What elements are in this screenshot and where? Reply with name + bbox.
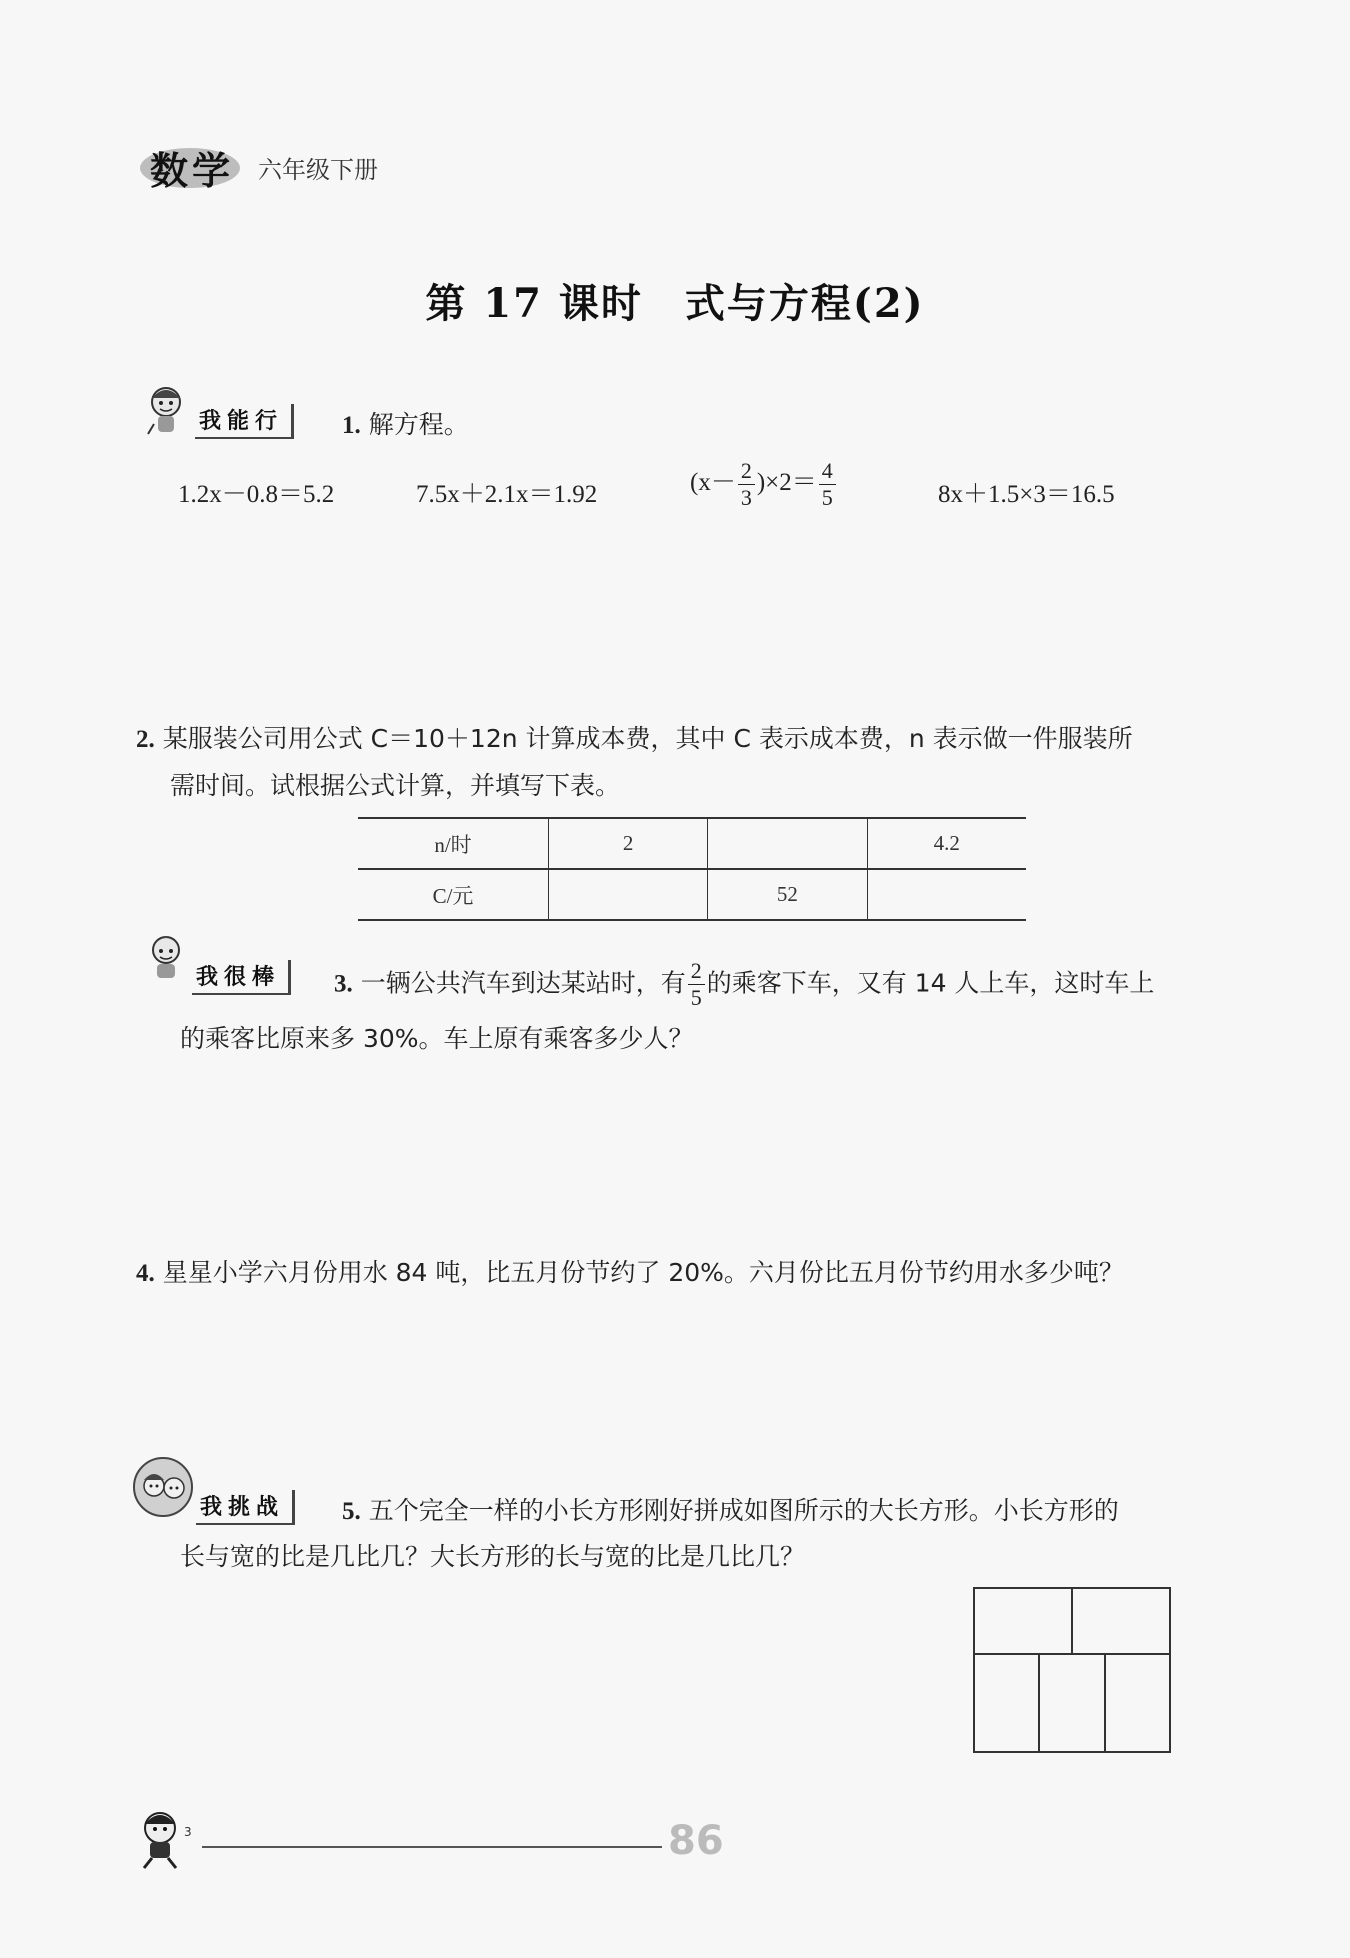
data-table: [358, 817, 1026, 921]
question-text-line1: 某服装公司用公式 C＝10＋12n 计算成本费，其中 C 表示成本费，n 表示做一件服装所: [162, 724, 1133, 753]
cartoon-kids-icon: [132, 1456, 194, 1518]
question-text-part2: 的乘客下车，又有 14 人上车，这时车上: [706, 968, 1155, 998]
fraction-numerator: 2: [738, 458, 755, 485]
question-3: [334, 958, 1234, 1011]
equation-4: 8x＋1.5×3＝16.5: [938, 481, 1115, 508]
lesson-title: 第 17 课时 式与方程(2): [425, 280, 925, 327]
table-cell: 52: [708, 869, 867, 920]
fraction: [688, 958, 705, 1011]
grade-label: 六年级下册: [258, 156, 378, 184]
equation-3-prefix: (x－: [690, 469, 736, 497]
section-label-challenge: 我挑战: [196, 1490, 295, 1525]
question-text: 星星小学六月份用水 84 吨，比五月份节约了 20%。六月份比五月份节约用水多少吨？: [162, 1258, 1124, 1287]
fraction: [738, 458, 755, 511]
question-text-line2: 需时间。试根据公式计算，并填写下表。: [170, 771, 621, 800]
question-text: 解方程。: [368, 410, 469, 439]
equation-2: 7.5x＋2.1x＝1.92: [416, 481, 598, 508]
question-number: 1.: [342, 412, 361, 439]
fraction-denominator: 5: [690, 985, 702, 1010]
fraction: [819, 458, 836, 511]
question-5: [342, 1488, 1242, 1535]
fraction-numerator: 2: [688, 958, 705, 985]
table-header-cell: n/时: [358, 818, 548, 869]
cartoon-boy-icon: [144, 930, 188, 984]
subject-title: 数学: [150, 149, 235, 193]
table-cell: [867, 869, 1026, 920]
page-number: 86: [668, 1818, 724, 1864]
footer-divider: [202, 1846, 662, 1848]
table-cell: [708, 818, 867, 869]
table-cell: 4.2: [867, 818, 1026, 869]
equation-3: [690, 458, 838, 511]
table-cell: [548, 869, 707, 920]
table-row: [358, 869, 1026, 920]
question-text-line1: 五个完全一样的小长方形刚好拼成如图所示的大长方形。小长方形的: [368, 1496, 1119, 1525]
question-3-line2: 的乘客比原来多 30%。车上原有乘客多少人？: [180, 1024, 694, 1053]
question-number: 5.: [342, 1498, 361, 1525]
question-4: [136, 1250, 1236, 1297]
question-number: 2.: [136, 726, 155, 753]
cartoon-girl-icon: [144, 384, 188, 438]
fraction-denominator: 5: [821, 485, 833, 510]
fraction-denominator: 3: [740, 485, 752, 510]
question-number: 3.: [334, 970, 353, 998]
section-label-great: 我很棒: [192, 960, 291, 995]
section-label-i-can: 我能行: [195, 404, 294, 439]
table-row: [358, 818, 1026, 869]
question-1: [342, 402, 469, 449]
svg-text:3: 3: [184, 1825, 192, 1839]
rectangle-figure: [972, 1586, 1172, 1754]
question-number: 4.: [136, 1260, 155, 1287]
question-5-line2: 长与宽的比是几比几？大长方形的长与宽的比是几比几？: [180, 1542, 806, 1571]
question-text-part1: 一辆公共汽车到达某站时，有: [360, 968, 686, 998]
equation-1: 1.2x－0.8＝5.2: [178, 481, 335, 508]
table-cell: 2: [548, 818, 707, 869]
equation-3-middle: )×2＝: [756, 469, 817, 497]
table-header-cell: C/元: [358, 869, 548, 920]
question-2: [136, 716, 1216, 809]
fraction-numerator: 4: [819, 458, 836, 485]
mascot-icon: [128, 1806, 202, 1870]
